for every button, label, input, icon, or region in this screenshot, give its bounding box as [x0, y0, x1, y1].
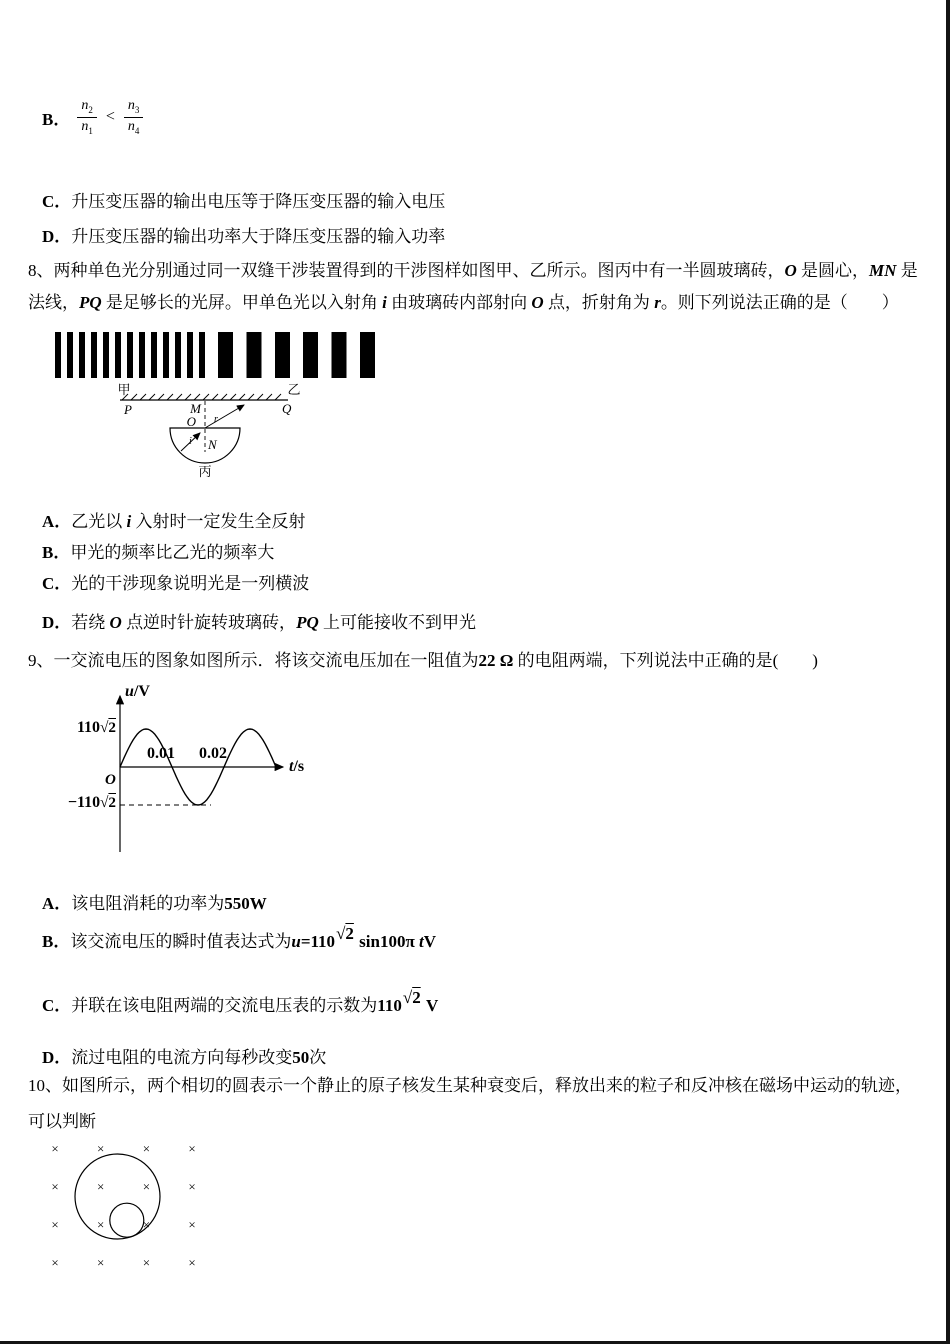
normal-N-label: N [208, 437, 217, 452]
option-text: 甲光的频率比乙光的频率大 [70, 543, 275, 562]
screen-Q-label: Q [282, 401, 292, 416]
numerator-base: n [127, 98, 135, 113]
peak-value-label: 110√2 [76, 719, 116, 736]
field-cross: × [142, 1217, 151, 1232]
numerator-sub: 3 [134, 104, 140, 115]
field-cross: × [51, 1217, 59, 1232]
incident-angle-label: i [189, 436, 192, 447]
option-label: B． [42, 932, 71, 951]
q10-stem-line2: 可以判断 [28, 1112, 96, 1131]
option-text: 该电阻消耗的功率为550W [71, 894, 267, 913]
field-cross: × [188, 1141, 196, 1156]
center-O-label: O [186, 414, 196, 429]
fraction-n2-n1 [77, 98, 97, 136]
field-cross: × [97, 1255, 105, 1270]
option-text: 光的干涉现象说明光是一列横波 [71, 574, 310, 593]
option-b-label: B． [42, 109, 71, 129]
denominator-sub: 4 [134, 125, 140, 136]
field-cross: × [51, 1141, 59, 1156]
q9-option-a [42, 892, 267, 916]
option-label: B． [42, 543, 71, 562]
option-label: A． [42, 512, 72, 531]
option-text: 并联在该电阻两端的交流电压表的示数为110√2 V [71, 988, 439, 1015]
normal-M-label: M [190, 401, 201, 416]
tick-0-02: 0.02 [199, 745, 227, 762]
fraction-numerator [124, 98, 144, 118]
y-axis-label: u/V [125, 683, 150, 700]
field-cross: × [142, 1179, 151, 1194]
screen-P-label: P [124, 402, 132, 417]
field-cross: × [97, 1217, 105, 1232]
x-axis-label: t/s [289, 758, 305, 775]
q8-option-c [42, 572, 309, 596]
option-text: 流过电阻的电流方向每秒改变50次 [71, 1048, 327, 1067]
q9-option-b [42, 924, 437, 954]
field-cross: × [188, 1255, 196, 1270]
q9-stem [28, 645, 818, 677]
q8-stem-line2: 法线，PQ 是足够长的光屏。甲单色光以入射角 i 由玻璃砖内部射向 O 点，折射角为 r。则下列说法正确的是（ ） [28, 293, 899, 312]
refraction-angle-label: r [214, 414, 218, 425]
field-cross: × [188, 1217, 196, 1232]
q10-decay-diagram [45, 1136, 245, 1281]
q9-figure [65, 682, 365, 867]
pattern-jia-label: 甲 [117, 382, 131, 397]
page-right-edge [946, 0, 950, 1344]
option-d-text: 升压变压器的输出功率大于降压变压器的输入功率 [71, 227, 446, 246]
q9-option-d [42, 1046, 326, 1070]
option-label: C． [42, 574, 72, 593]
field-cross: × [188, 1179, 196, 1194]
q8-stem-line1: 8、两种单色光分别通过同一双缝干涉装置得到的干涉图样如图甲、乙所示。图丙中有一半圆玻璃砖，O 是圆心，MN 是 [28, 261, 918, 280]
q8-option-b [42, 541, 274, 565]
field-cross: × [97, 1179, 105, 1194]
fraction-numerator [77, 98, 97, 118]
q8-stem [28, 255, 918, 319]
magnetic-field-crosses [51, 1141, 195, 1270]
refracted-ray [205, 405, 244, 428]
interference-pattern-jia [55, 332, 205, 378]
field-cross: × [51, 1255, 59, 1270]
option-text: 乙光以 i 入射时一定发生全反射 [71, 512, 306, 531]
q8-figure [48, 325, 388, 495]
denominator-sub: 1 [88, 125, 93, 136]
figure-bing-label: 丙 [198, 464, 212, 479]
interference-pattern-yi [218, 332, 375, 378]
q10-stem [28, 1068, 912, 1140]
q9-option-c [42, 988, 439, 1018]
q8-option-d [42, 611, 476, 635]
numerator-sub: 2 [88, 104, 93, 115]
option-text: 若绕 O 点逆时针旋转玻璃砖，PQ 上可能接收不到甲光 [71, 613, 476, 632]
field-cross: × [142, 1141, 151, 1156]
q9-stem-line: 9、一交流电压的图象如图所示．将该交流电压加在一阻值为22 Ω 的电阻两端，下列说法中正确的是( ) [28, 651, 818, 670]
option-c-text: 升压变压器的输出电压等于降压变压器的输入电压 [71, 192, 446, 211]
option-label: A． [42, 894, 72, 913]
fraction-denominator [124, 118, 144, 137]
fraction-denominator [77, 118, 97, 137]
denominator-base: n [127, 118, 135, 134]
option-label: D． [42, 1048, 72, 1067]
option-label: D． [42, 613, 72, 632]
option-label: C． [42, 996, 72, 1015]
field-cross: × [97, 1141, 105, 1156]
field-cross: × [142, 1255, 151, 1270]
option-b-row [42, 98, 150, 136]
field-cross: × [51, 1179, 59, 1194]
q10-figure [45, 1136, 245, 1281]
trough-value-label: −110√2 [67, 794, 116, 811]
screen-hatch-marks [122, 394, 284, 400]
less-than-sign: < [105, 108, 115, 126]
fraction-n3-n4 [124, 98, 144, 136]
q8-option-a [42, 510, 306, 534]
large-trajectory-circle [75, 1154, 160, 1239]
option-d-row [42, 225, 445, 249]
option-c-label: C． [42, 192, 72, 211]
numerator-base: n [81, 98, 89, 113]
option-c-row [42, 190, 445, 214]
option-text: 该交流电压的瞬时值表达式为u=110√2 sin100π tV [70, 924, 437, 951]
option-d-label: D． [42, 227, 72, 246]
denominator-base: n [81, 118, 89, 134]
small-trajectory-circle [110, 1203, 144, 1237]
origin-label: O [105, 772, 116, 788]
tick-0-01: 0.01 [147, 745, 175, 762]
q10-stem-line1: 10、如图所示，两个相切的圆表示一个静止的原子核发生某种衰变后，释放出来的粒子和反冲核在磁场中运动的轨迹， [28, 1076, 912, 1095]
pattern-yi-label: 乙 [287, 382, 301, 397]
